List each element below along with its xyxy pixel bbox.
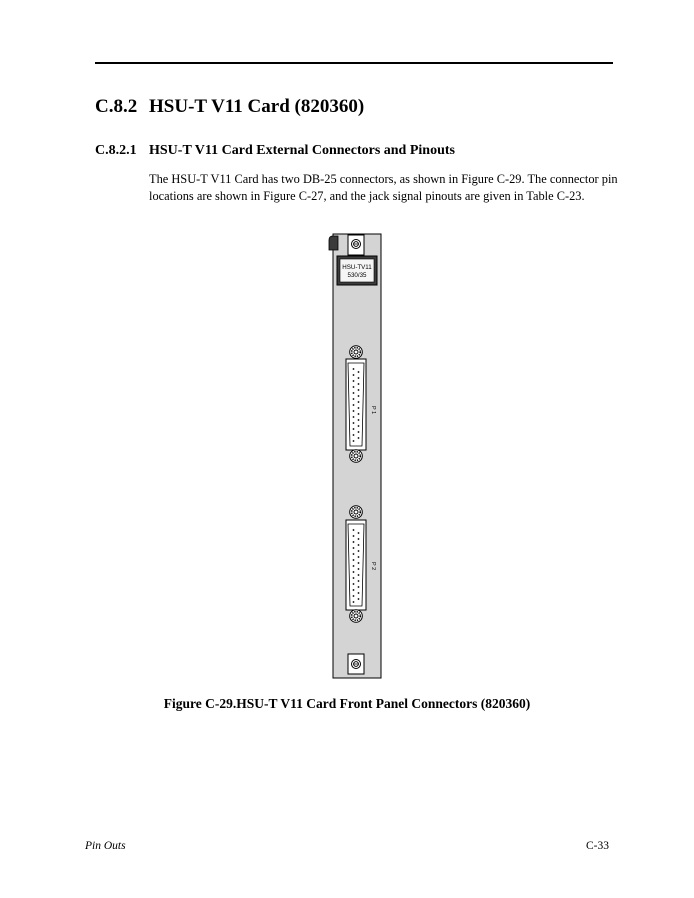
body-paragraph: The HSU-T V11 Card has two DB-25 connectors, as shown in Figure C-29. The connector pin locations are shown in Figure C-27, and the jack signal pinouts are given in Table C-23. xyxy=(149,172,618,203)
footer-page-number: C-33 xyxy=(586,840,609,852)
subsection-title: HSU-T V11 Card External Connectors and Pinouts xyxy=(149,143,455,158)
subsection-heading xyxy=(95,143,455,159)
p2-bottom-screw-icon xyxy=(350,610,363,623)
section-title: HSU-T V11 Card (820360) xyxy=(149,96,365,117)
p1-bottom-screw-icon xyxy=(350,450,363,463)
connector-p2-label: P 2 xyxy=(370,562,376,571)
figure-caption: Figure C-29.HSU-T V11 Card Front Panel Connectors (820360) xyxy=(163,696,531,711)
card-label-line1: HSU-TV11 xyxy=(342,264,372,271)
top-latch-screw-icon xyxy=(352,240,361,249)
p2-top-screw-icon xyxy=(350,506,363,519)
card-label-line2: 530/35 xyxy=(347,272,367,279)
front-panel-figure xyxy=(320,226,392,682)
top-lever-icon xyxy=(329,236,338,250)
section-heading xyxy=(95,96,364,118)
section-number: C.8.2 xyxy=(95,96,138,117)
connector-p1-label: P 1 xyxy=(370,406,376,415)
subsection-number: C.8.2.1 xyxy=(95,143,137,158)
bottom-latch-screw-icon xyxy=(352,660,361,669)
footer-section-name: Pin Outs xyxy=(85,840,126,852)
top-rule xyxy=(95,62,613,64)
p1-top-screw-icon xyxy=(350,346,363,359)
